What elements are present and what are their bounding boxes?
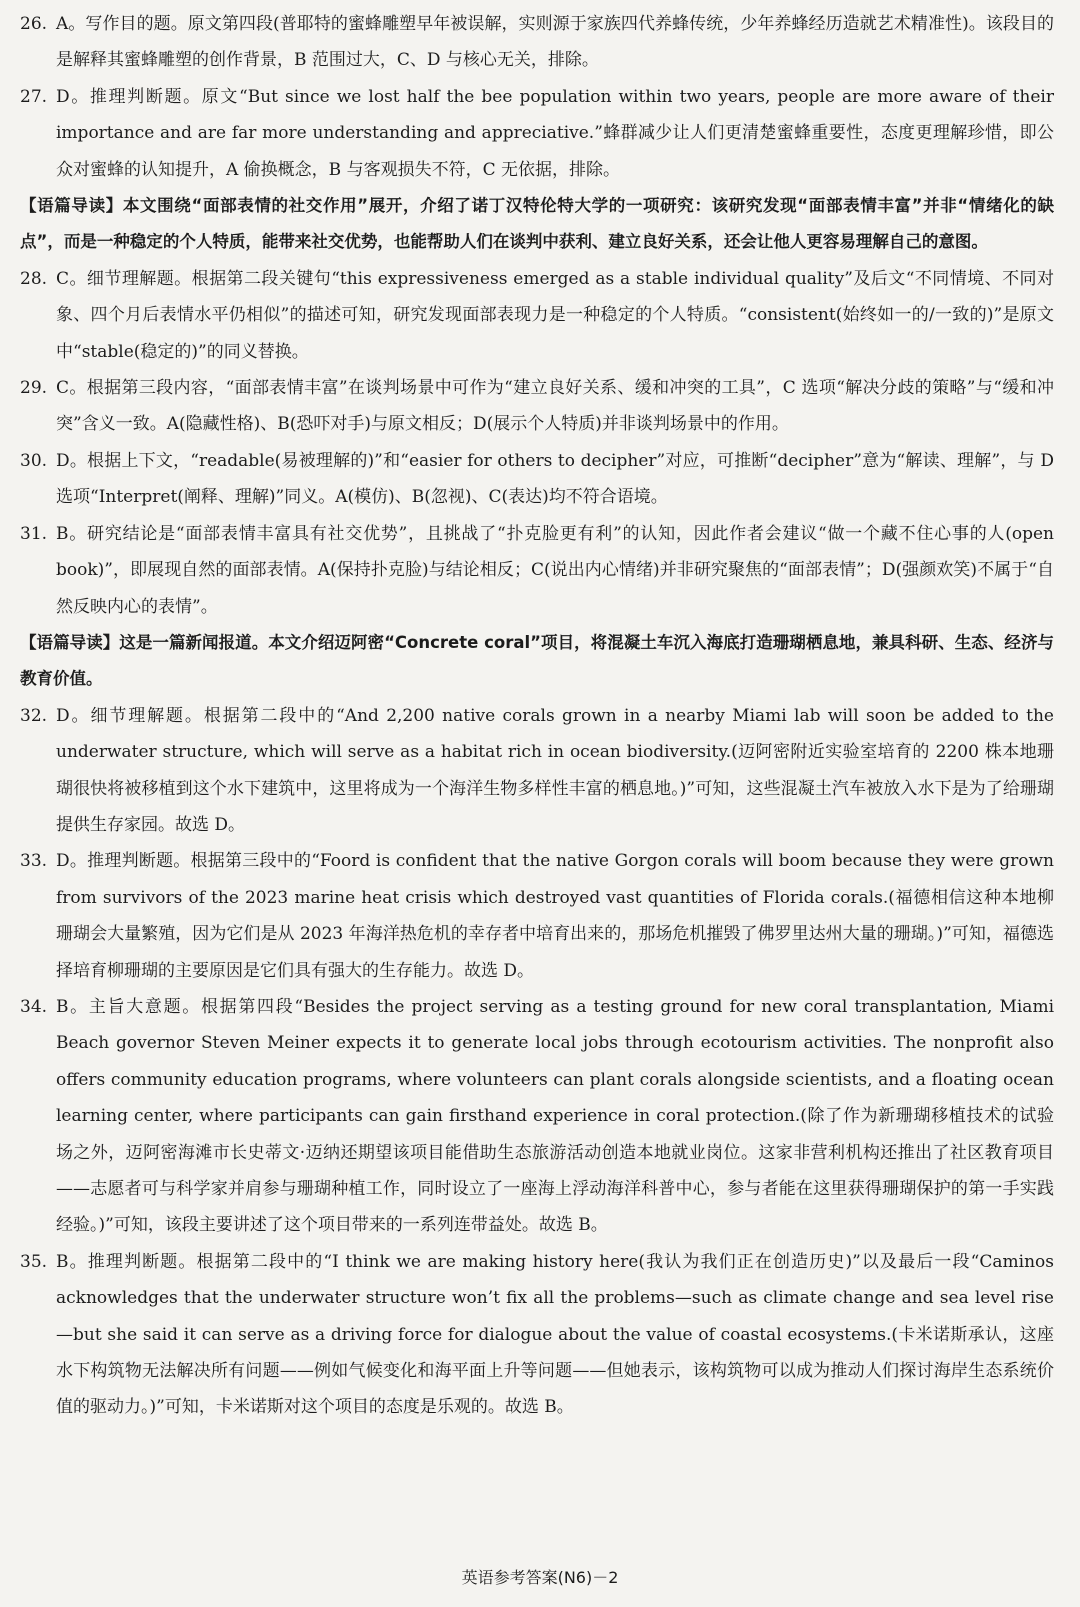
explanation: 细节理解题。根据第二段关键句“this expressiveness emerged as a stable individual quality”及后文“不同情境、不同对象、四个月后表情水平仍相似”的描述可知，研究发现面部表现力是一种稳定的个人特质。“consistent(始终如一的/一致的)”是原文中“stable(稳定的)”的同义替换。 — [56, 268, 1055, 362]
answer-item-30 — [20, 443, 1054, 516]
guide-tag: 【语篇导读】 — [20, 632, 120, 652]
explanation: 推理判断题。根据第三段中的“Foord is confident that the native Gorgon corals will boom because they were grown from survivors of the 2023 marine heat crisis which destroyed vast quantities of Florida corals.(福德相信这种本地柳珊瑚会大量繁殖，因为它们是从 2023 年海洋热危机的幸存者中培育出来的，那场危机摧毁了佛罗里达州大量的珊瑚。)”可知，福德选择培育柳珊瑚的主要原因是它们具有强大的生存能力。故选 D。 — [56, 851, 1054, 981]
answer-item-32 — [20, 698, 1054, 844]
explanation: 推理判断题。原文“But since we lost half the bee population within two years, people are more aware of their importance and are far more understanding and appreciative.”蜂群减少让人们更清楚蜜蜂重要性，态度更理解珍惜，即公众对蜜蜂的认知提升，A 偷换概念，B 与客观损失不符，C 无依据，排除。 — [56, 86, 1054, 180]
question-number: 33. — [20, 851, 48, 872]
question-number: 29. — [20, 378, 48, 399]
answer-item-33 — [20, 843, 1054, 989]
guide-tag: 【语篇导读】 — [20, 196, 123, 216]
answer-item-29 — [20, 370, 1054, 443]
answer-letter: D。 — [56, 851, 88, 872]
answer-letter: B。 — [56, 1251, 88, 1272]
answer-item-34 — [20, 989, 1054, 1244]
question-number: 26. — [20, 14, 48, 34]
passage-guide-2 — [20, 625, 1054, 698]
answer-item-35 — [20, 1244, 1054, 1426]
guide-text: 本文围绕“面部表情的社交作用”展开，介绍了诺丁汉特伦特大学的一项研究：该研究发现“面部表情丰富”并非“情绪化的缺点”，而是一种稳定的个人特质，能带来社交优势，也能帮助人们在谈判中获利、建立良好关系，还会让他人更容易理解自己的意图。 — [20, 196, 1054, 252]
explanation: 根据第三段内容，“面部表情丰富”在谈判场景中可作为“建立良好关系、缓和冲突的工具”，C 选项“解决分歧的策略”与“缓和冲突”含义一致。A(隐藏性格)、B(恐吓对手)与原文相反；D(展示个人特质)并非谈判场景中的作用。 — [56, 378, 1054, 435]
answer-letter: B。 — [56, 996, 89, 1017]
answer-item-27 — [20, 79, 1054, 188]
answer-letter: C。 — [56, 378, 87, 399]
explanation: 细节理解题。根据第二段中的“And 2,200 native corals grown in a nearby Miami lab will soon be added to the underwater structure, which will serve as a habitat rich in ocean biodiversity.(迈阿密附近实验室培育的 2200 株本地珊瑚很快将被移植到这个水下建筑中，这里将成为一个海洋生物多样性丰富的栖息地。)”可知，这些混凝土汽车被放入水下是为了给珊瑚提供生存家园。故选 D。 — [56, 705, 1054, 835]
explanation: 研究结论是“面部表情丰富具有社交优势”，且挑战了“扑克脸更有利”的认知，因此作者会建议“做一个藏不住心事的人(open book)”，即展现自然的面部表情。A(保持扑克脸)与结论相反；C(说出内心情绪)并非研究聚焦的“面部表情”；D(强颜欢笑)不属于“自然反映内心的表情”。 — [56, 523, 1054, 617]
explanation: 主旨大意题。根据第四段“Besides the project serving as a testing ground for new coral transplantation, Miami Beach governor Steven Meiner expects it to generate local jobs through ecotourism activities. The nonprofit also offers community education programs, where volunteers can plant corals alongside scientists, and a floating ocean learning center, where participants can gain firsthand experience in coral protection.(除了作为新珊瑚移植技术的试验场之外，迈阿密海滩市长史蒂文·迈纳还期望该项目能借助生态旅游活动创造本地就业岗位。这家非营利机构还推出了社区教育项目——志愿者可与科学家并肩参与珊瑚种植工作，同时设立了一座海上浮动海洋科普中心，参与者能在这里获得珊瑚保护的第一手实践经验。)”可知，该段主要讲述了这个项目带来的一系列连带益处。故选 B。 — [56, 996, 1055, 1236]
explanation: 根据上下文，“readable(易被理解的)”和“easier for others to decipher”对应，可推断“decipher”意为“解读、理解”，与 D 选项“Interpret(阐释、理解)”同义。A(模仿)、B(忽视)、C(表达)均不符合语境。 — [56, 450, 1054, 508]
answer-letter: D。 — [56, 450, 88, 471]
page-footer: 英语参考答案(N6)－2 — [461, 1568, 619, 1587]
answer-letter: D。 — [56, 705, 91, 726]
question-number: 35. — [20, 1251, 48, 1272]
answer-letter: D。 — [56, 86, 90, 107]
question-number: 30. — [20, 450, 48, 471]
answer-letter: C。 — [56, 268, 87, 289]
answer-letter: B。 — [56, 523, 88, 544]
question-number: 28. — [20, 268, 48, 289]
answer-item-31 — [20, 516, 1054, 625]
answer-item-28 — [20, 261, 1054, 370]
answer-item-26 — [20, 6, 1054, 79]
question-number: 27. — [20, 86, 48, 107]
answer-letter: A。 — [56, 14, 86, 34]
guide-text: 这是一篇新闻报道。本文介绍迈阿密“Concrete coral”项目，将混凝土车沉入海底打造珊瑚栖息地，兼具科研、生态、经济与教育价值。 — [20, 632, 1054, 689]
question-number: 32. — [20, 705, 48, 726]
explanation: 推理判断题。根据第二段中的“I think we are making history here(我认为我们正在创造历史)”以及最后一段“Caminos acknowledges that the underwater structure won’t fix all the problems—such as climate change and sea level rise—but she said it can serve as a driving force for dialogue about the value of coastal ecosystems.(卡米诺斯承认，这座水下构筑物无法解决所有问题——例如气候变化和海平面上升等问题——但她表示，该构筑物可以成为推动人们探讨海岸生态系统价值的驱动力。)”可知，卡米诺斯对这个项目的态度是乐观的。故选 B。 — [56, 1251, 1054, 1418]
passage-guide-1 — [20, 188, 1054, 261]
question-number: 34. — [20, 996, 48, 1017]
question-number: 31. — [20, 523, 48, 544]
explanation: 写作目的题。原文第四段(普耶特的蜜蜂雕塑早年被误解，实则源于家族四代养蜂传统，少年养蜂经历造就艺术精准性)。该段目的是解释其蜜蜂雕塑的创作背景，B 范围过大，C、D 与核心无关，排除。 — [56, 14, 1055, 71]
